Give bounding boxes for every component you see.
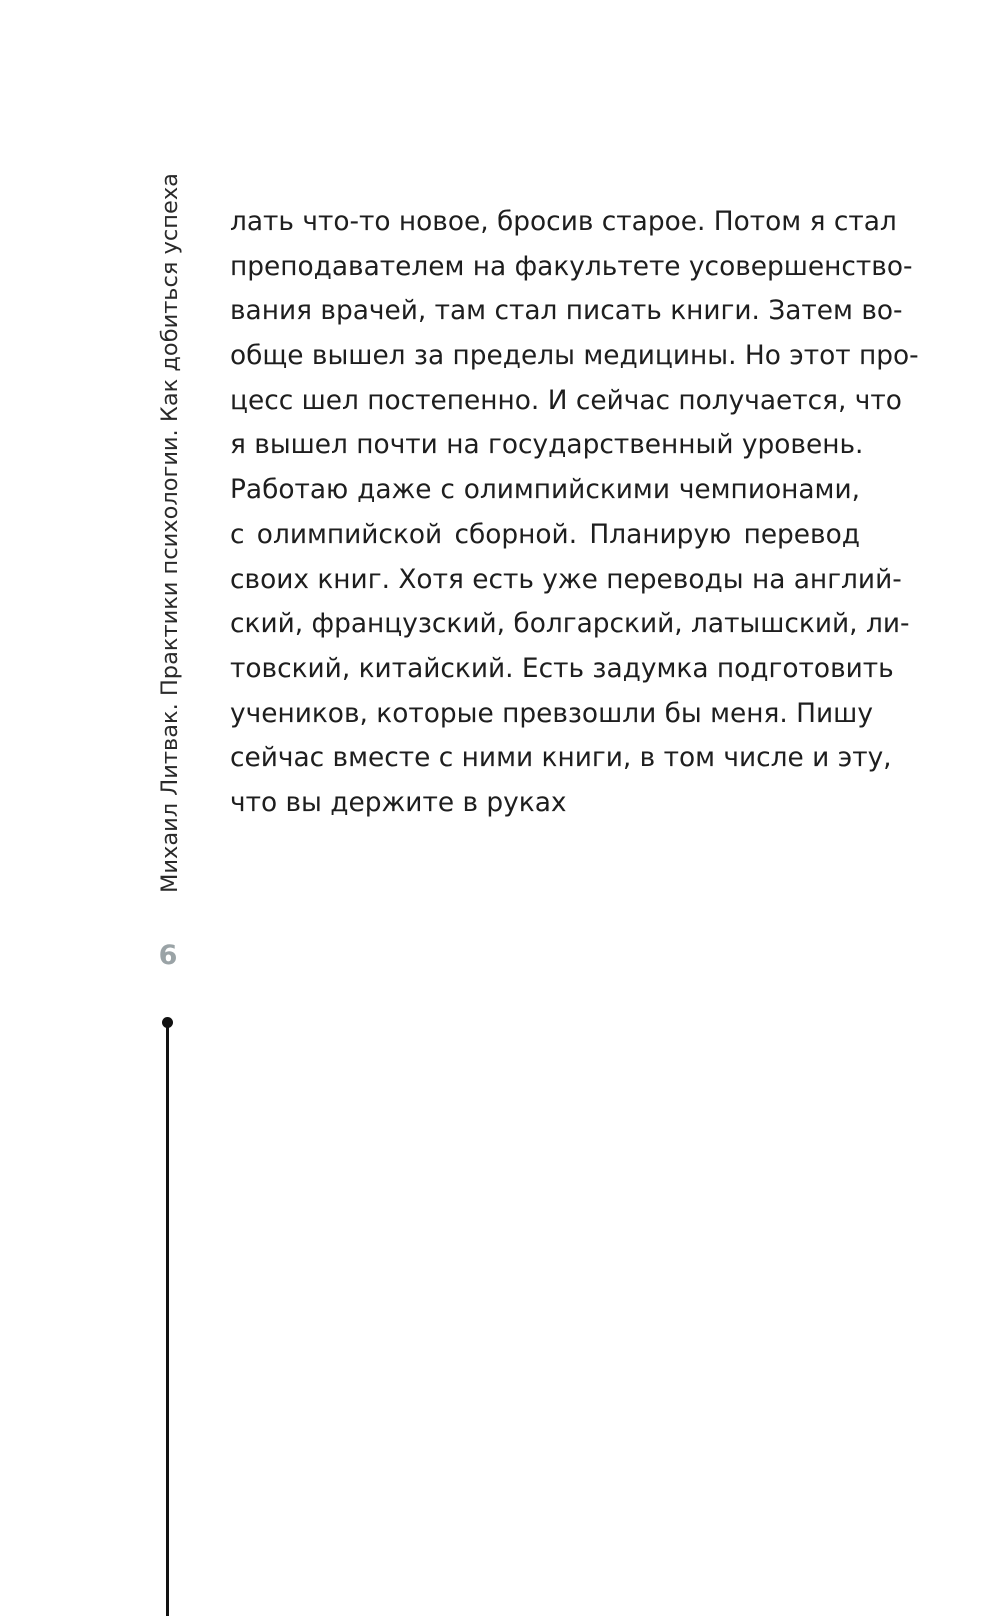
body-line-1: лать что-то новое, бросив старое. Потом я стал [230,206,897,237]
body-line-10: ский, французский, болгарский, латышский, ли- [230,608,910,640]
body-text [230,200,919,826]
body-line-14: что вы держите в руках [230,786,567,818]
body-line-2: преподавателем на факультете усовершенство- [230,250,913,282]
body-line-13: сейчас вместе с ними книги, в том числе и эту, [230,742,892,774]
body-line-5: цесс шел постепенно. И сейчас получается, что [230,384,902,416]
running-head-vertical: Михаил Литвак. Практики психологии. Как добиться успеха [157,173,183,893]
body-line-4: обще вышел за пределы медицины. Но этот про- [230,340,919,372]
body-line-12: учеников, которые превзошли бы меня. Пишу [230,697,873,729]
body-line-11: товский, китайский. Есть задумка подготовить [230,652,894,684]
body-line-3: вания врачей, там стал писать книги. Затем во- [230,295,903,327]
body-line-6: я вышел почти на государственный уровень. [230,429,864,461]
page-number: 6 [158,940,178,971]
body-line-7: Работаю даже с олимпийскими чемпионами, [230,474,860,506]
body-line-8: с олимпийской сборной. Планирую перевод [230,518,860,550]
margin-rule-line [166,1026,169,1616]
body-line-9: своих книг. Хотя есть уже переводы на англий- [230,563,902,595]
